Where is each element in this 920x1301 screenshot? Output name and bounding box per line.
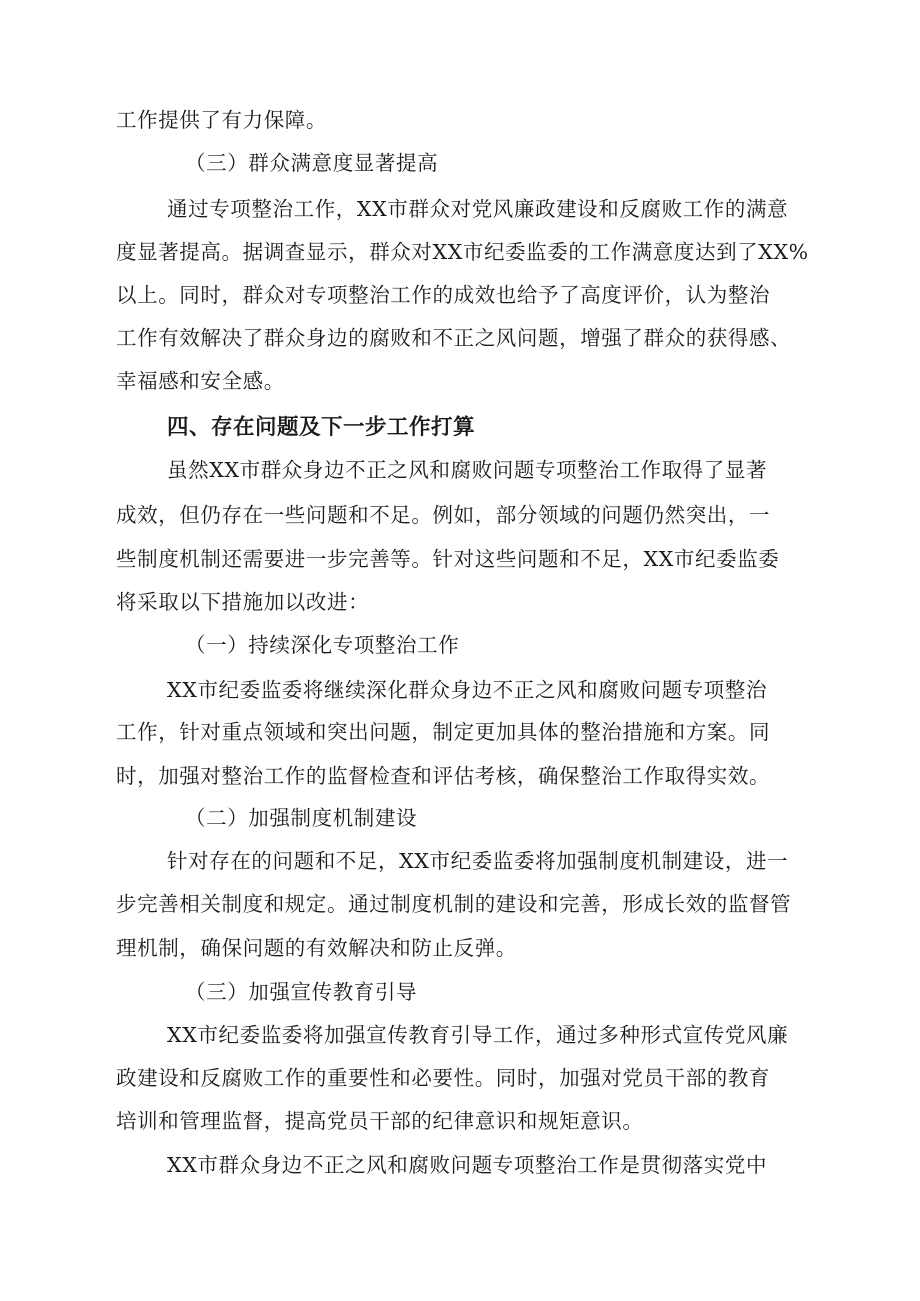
body-text-line: XX市纪委监委将继续深化群众身边不正之风和腐败问题专项整治 xyxy=(167,678,768,702)
body-text-line: 成效，但仍存在一些问题和不足。例如，部分领域的问题仍然突出，一 xyxy=(116,503,771,527)
subsection-heading: （三）加强宣传教育引导 xyxy=(185,980,418,1004)
body-text-line: XX市纪委监委将加强宣传教育引导工作，通过多种形式宣传党风廉 xyxy=(167,1023,789,1047)
body-text-line: 些制度机制还需要进一步完善等。针对这些问题和不足，XX市纪委监委 xyxy=(116,547,780,571)
body-text-line: XX市群众身边不正之风和腐败问题专项整治工作是贯彻落实党中 xyxy=(167,1153,768,1177)
body-text-line: 针对存在的问题和不足，XX市纪委监委将加强制度机制建设，进一 xyxy=(167,849,789,873)
body-text-line: 幸福感和安全感。 xyxy=(116,369,285,393)
body-text-line: 理机制，确保问题的有效解决和防止反弹。 xyxy=(116,936,517,960)
body-text-line: 虽然XX市群众身边不正之风和腐败问题专项整治工作取得了显著 xyxy=(167,458,768,482)
body-text-line: 政建设和反腐败工作的重要性和必要性。同时，加强对党员干部的教育 xyxy=(116,1066,771,1090)
subsection-heading: （一）持续深化专项整治工作 xyxy=(185,633,460,657)
body-text-line: 将采取以下措施加以改进： xyxy=(116,590,370,614)
body-text-line: 以上。同时，群众对专项整治工作的成效也给予了高度评价，认为整治 xyxy=(116,283,771,307)
body-text-line: 通过专项整治工作，XX市群众对党风廉政建设和反腐败工作的满意 xyxy=(167,197,789,221)
body-text-line: 培训和管理监督，提高党员干部的纪律意识和规矩意识。 xyxy=(116,1109,644,1133)
section-heading: 四、存在问题及下一步工作打算 xyxy=(167,415,476,440)
body-text-line: 步完善相关制度和规定。通过制度机制的建设和完善，形成长效的监督管 xyxy=(116,892,792,916)
body-text-line: 时，加强对整治工作的监督检查和评估考核，确保整治工作取得实效。 xyxy=(116,764,771,788)
body-text-line: 工作，针对重点领域和突出问题，制定更加具体的整治措施和方案。同 xyxy=(116,720,771,744)
subsection-heading: （二）加强制度机制建设 xyxy=(185,806,418,830)
subsection-heading: （三）群众满意度显著提高 xyxy=(185,151,439,175)
body-text-line: 度显著提高。据调查显示，群众对XX市纪委监委的工作满意度达到了XX% xyxy=(116,240,809,264)
body-text-line: 工作提供了有力保障。 xyxy=(116,108,327,132)
body-text-line: 工作有效解决了群众身边的腐败和不正之风问题，增强了群众的获得感、 xyxy=(116,326,792,350)
